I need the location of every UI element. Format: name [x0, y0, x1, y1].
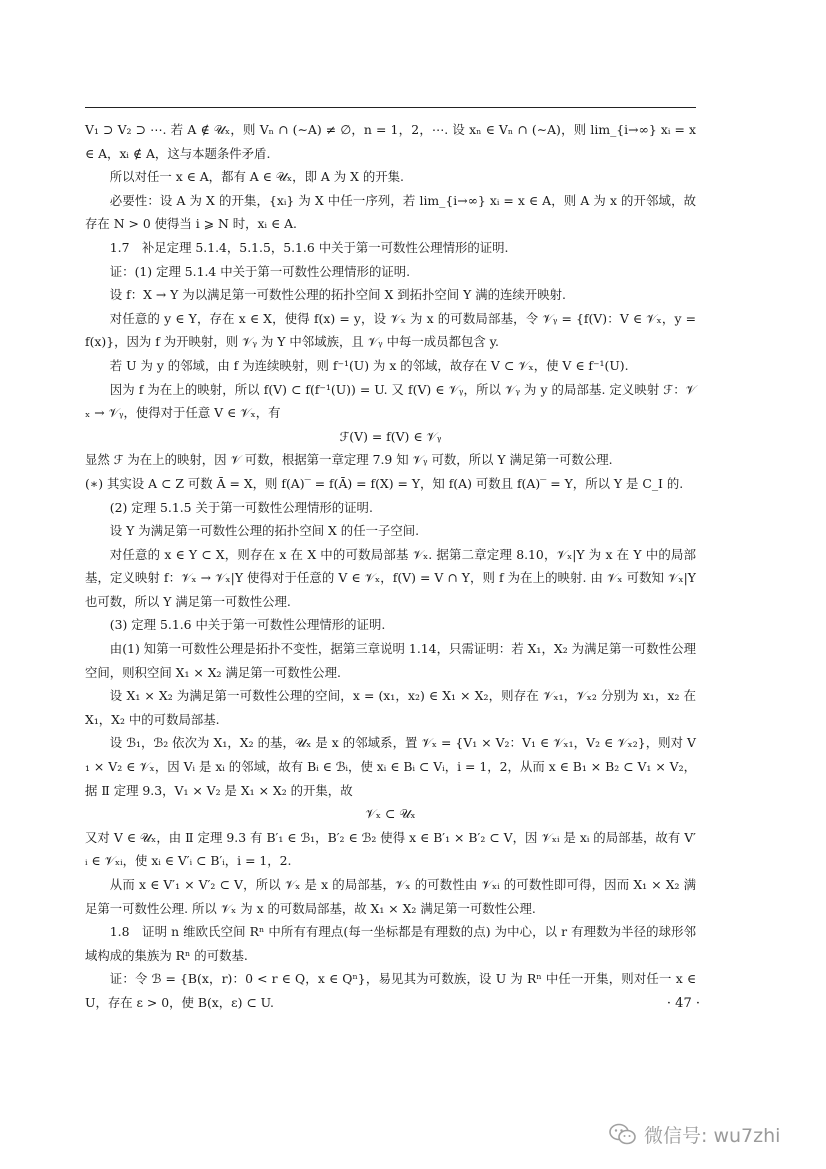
- paragraph-3: 必要性：设 A 为 X 的开集，{xᵢ} 为 X 中任一序列，若 lim_{i→∞} xᵢ = x ∈ A，则 A 为 x 的开邻域，故存在 N > 0 使得当 i ⩾ N 时，xᵢ ∈ A.: [85, 192, 696, 232]
- paragraph-11: 显然 ℱ 为在上的映射，因 𝒱 可数，根据第一章定理 7.9 知 𝒱ᵧ 可数，所以 Y 满足第一可数公理.: [85, 452, 613, 468]
- paragraph-9: 因为 f 为在上的映射，所以 f(V) ⊂ f(f⁻¹(U)) = U. 又 f(V) ∈ 𝒱ᵧ，所以 𝒱ᵧ 为 y 的局部基. 定义映射 ℱ：𝒱ₓ → 𝒱ᵧ，使得对于任意 V ∈ 𝒱ₓ，有: [85, 381, 696, 421]
- paragraph-8: 若 U 为 y 的邻域，由 f 为连续映射，则 f⁻¹(U) 为 x 的邻域，故存在 V ⊂ 𝒱ₓ，使 V ∈ f⁻¹(U).: [109, 357, 629, 373]
- paragraph-18: 设 X₁ × X₂ 为满足第一可数性公理的空间，x = (x₁，x₂) ∈ X₁ × X₂，则存在 𝒱ₓ₁，𝒱ₓ₂ 分别为 x₁，x₂ 在 X₁，X₂ 中的可数局部基.: [85, 688, 696, 727]
- proof-part-2-heading: (2) 定理 5.1.5 关于第一可数性公理情形的证明.: [109, 499, 373, 515]
- paragraph-7: 对任意的 y ∈ Y，存在 x ∈ X，使得 f(x) = y，设 𝒱ₓ 为 x 的可数局部基，令 𝒱ᵧ = {f(V)：V ∈ 𝒱ₓ，y = f(x)}，因为 f 为开映射，则 𝒱ᵧ 为 Y 中邻域族，且 𝒱ᵧ 中每一成员都包含 y.: [85, 310, 696, 350]
- paragraph-2: 所以对任一 x ∈ A，都有 A ∈ 𝒰ₓ，即 A 为 X 的开集.: [109, 169, 404, 185]
- paragraph-12: (∗) 其实设 A ⊂ Z 可数 Ā = X，则 f(A)‾ = f(Ā) = f(X) = Y，知 f(A) 可数且 f(A)‾ = Y，所以 Y 是 C_I 的.: [85, 475, 684, 491]
- watermark: [608, 1120, 780, 1148]
- proof-part-3-heading: (3) 定理 5.1.6 中关于第一可数性公理情形的证明.: [109, 617, 386, 633]
- paragraph-15: 对任意的 x ∈ Y ⊂ X，则存在 x 在 X 中的可数局部基 𝒱ₓ. 据第二章定理 8.10，𝒱ₓ|Y 为 x 在 Y 中的局部基，定义映射 f：𝒱ₓ → 𝒱ₓ|Y 使得对于任意的 V ∈ 𝒱ₓ，f(V) = V ∩ Y，则 f 为在上的映射. 由 𝒱ₓ 可数知 𝒱ₓ|Y 也可数，所以 Y 满足第一可数性公理.: [85, 546, 696, 609]
- page-body: [85, 118, 696, 1015]
- paragraph-14: 设 Y 为满足第一可数性公理的拓扑空间 X 的任一子空间.: [109, 523, 420, 539]
- watermark-label: 微信号: wu7zhi: [644, 1124, 781, 1147]
- page-number: · 47 ·: [666, 996, 700, 1011]
- paragraph-1: V₁ ⊃ V₂ ⊃ ⋯. 若 A ∉ 𝒰ₓ，则 Vₙ ∩ (∼A) ≠ ∅，n = 1，2，⋯. 设 xₙ ∈ Vₙ ∩ (∼A)，则 lim_{i→∞} xᵢ = x ∈ A，xᵢ ∉ A，这与本题条件矛盾.: [85, 122, 696, 161]
- equation-1: ℱ(V) = f(V) ∈ 𝒱ᵧ: [339, 428, 442, 444]
- paragraph-24: 证：令 ℬ = {B(x，r)：0 < r ∈ Q，x ∈ Qⁿ}，易见其为可数族，设 U 为 Rⁿ 中任一开集，则对任一 x ∈ U，存在 ε > 0，使 B(x，ε) ⊂ U.: [85, 971, 696, 1010]
- paragraph-6: 设 f：X → Y 为以满足第一可数性公理的拓扑空间 X 到拓扑空间 Y 满的连续开映射.: [109, 287, 566, 303]
- proof-part-1-heading: 证：(1) 定理 5.1.4 中关于第一可数性公理情形的证明.: [109, 263, 411, 279]
- header-rule: [85, 107, 696, 108]
- paragraph-22: 从而 x ∈ V′₁ × V′₂ ⊂ V，所以 𝒱ₓ 是 x 的局部基，𝒱ₓ 的可数性由 𝒱ₓᵢ 的可数性即可得，因而 X₁ × X₂ 满足第一可数性公理. 所以 𝒱ₓ 为 x 的可数局部基，故 X₁ × X₂ 满足第一可数性公理.: [85, 877, 696, 916]
- paragraph-17: 由(1) 知第一可数性公理是拓扑不变性，据第三章说明 1.14，只需证明：若 X₁，X₂ 为满足第一可数性公理空间，则积空间 X₁ × X₂ 满足第一可数性公理.: [85, 641, 696, 680]
- paragraph-21: 又对 V ∈ 𝒰ₓ，由 Ⅱ 定理 9.3 有 B′₁ ∈ ℬ₁，B′₂ ∈ ℬ₂ 使得 x ∈ B′₁ × B′₂ ⊂ V，因 𝒱ₓᵢ 是 xᵢ 的局部基，故有 V′ᵢ ∈ 𝒱ₓᵢ，使 xᵢ ∈ V′ᵢ ⊂ B′ᵢ，i = 1，2.: [85, 829, 696, 869]
- exercise-1-7-title: 1.7 补足定理 5.1.4，5.1.5，5.1.6 中关于第一可数性公理情形的证明.: [109, 239, 509, 255]
- equation-2: 𝒱ₓ ⊂ 𝒰ₓ: [365, 806, 416, 822]
- exercise-1-8-title: 1.8 证明 n 维欧氏空间 Rⁿ 中所有有理点(每一坐标都是有理数的点) 为中心，以 r 有理数为半径的球形邻域构成的集族为 Rⁿ 的可数基.: [85, 924, 696, 963]
- paragraph-19: 设 ℬ₁，ℬ₂ 依次为 X₁，X₂ 的基，𝒰ₓ 是 x 的邻域系，置 𝒱ₓ = {V₁ × V₂：V₁ ∈ 𝒱ₓ₁，V₂ ∈ 𝒱ₓ₂}，则对 V₁ × V₂ ∈ 𝒱ₓ，因 Vᵢ 是 xᵢ 的邻域，故有 Bᵢ ∈ ℬᵢ，使 xᵢ ∈ Bᵢ ⊂ Vᵢ，i = 1，2，从而 x ∈ B₁ × B₂ ⊂ V₁ × V₂，据 Ⅱ 定理 9.3，V₁ × V₂ 是 X₁ × X₂ 的开集，故: [85, 735, 696, 798]
- wechat-icon: [608, 1122, 638, 1146]
